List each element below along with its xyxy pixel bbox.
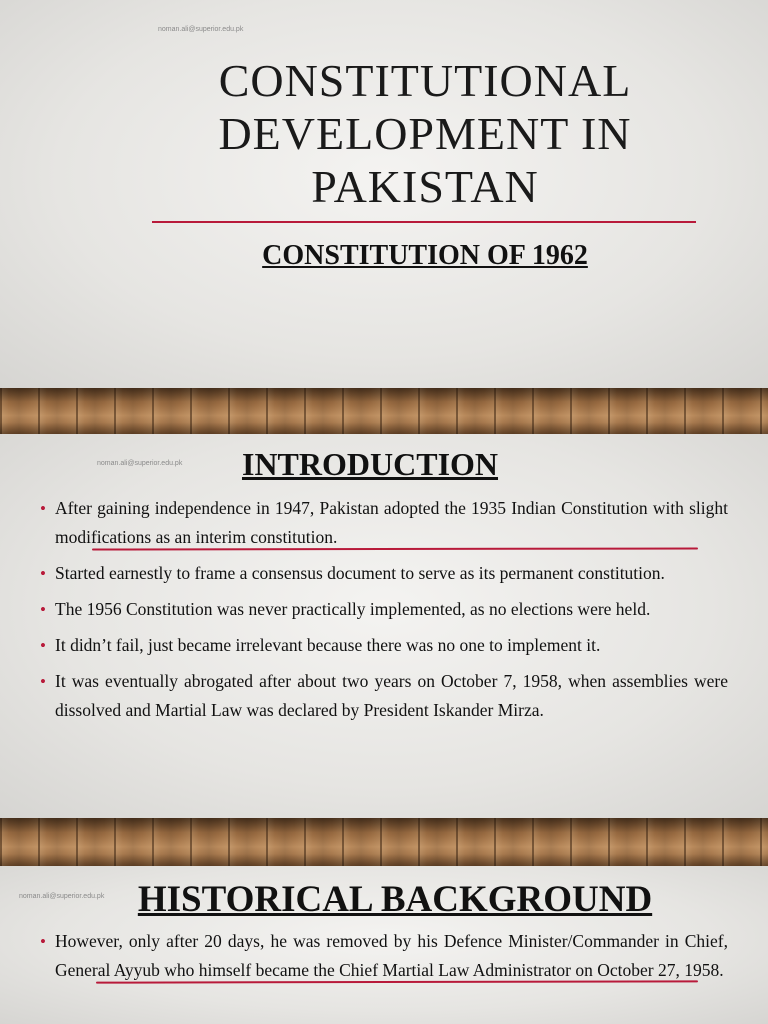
watermark: noman.ali@superior.edu.pk bbox=[97, 460, 183, 467]
slide-historical-background bbox=[0, 866, 768, 1024]
list-item: • The 1956 Constitution was never practically implemented, as no elections were held. bbox=[40, 595, 728, 624]
slide-title-text: CONSTITUTIONAL DEVELOPMENT IN PAKISTAN bbox=[218, 55, 632, 212]
wood-floor-divider bbox=[0, 818, 768, 866]
watermark: noman.ali@superior.edu.pk bbox=[158, 26, 244, 33]
list-item: • It didn’t fail, just became irrelevant because there was no one to implement it. bbox=[40, 631, 728, 660]
list-item: • After gaining independence in 1947, Pakistan adopted the 1935 Indian Constitution with slight modifications as an interim constitution. bbox=[40, 494, 728, 552]
slide-title bbox=[0, 0, 768, 388]
slide-introduction bbox=[0, 434, 768, 818]
bullet-list bbox=[40, 494, 728, 732]
section-heading: HISTORICAL BACKGROUND bbox=[137, 879, 653, 920]
list-item: • It was eventually abrogated after about two years on October 7, 1958, when assemblies were dissolved and Martial Law was declared by President Iskander Mirza. bbox=[40, 667, 728, 725]
title-divider bbox=[152, 221, 696, 223]
slide-subtitle: CONSTITUTION OF 1962 bbox=[262, 240, 588, 271]
watermark: noman.ali@superior.edu.pk bbox=[19, 893, 105, 900]
wood-floor-divider bbox=[0, 388, 768, 434]
list-item: • Started earnestly to frame a consensus document to serve as its permanent constitution. bbox=[40, 559, 728, 588]
section-heading: INTRODUCTION bbox=[241, 446, 499, 482]
list-item: • However, only after 20 days, he was removed by his Defence Minister/Commander in Chief, General Ayyub who himself became the Chief Martial Law Administrator on October 27, 1958. bbox=[40, 927, 728, 985]
